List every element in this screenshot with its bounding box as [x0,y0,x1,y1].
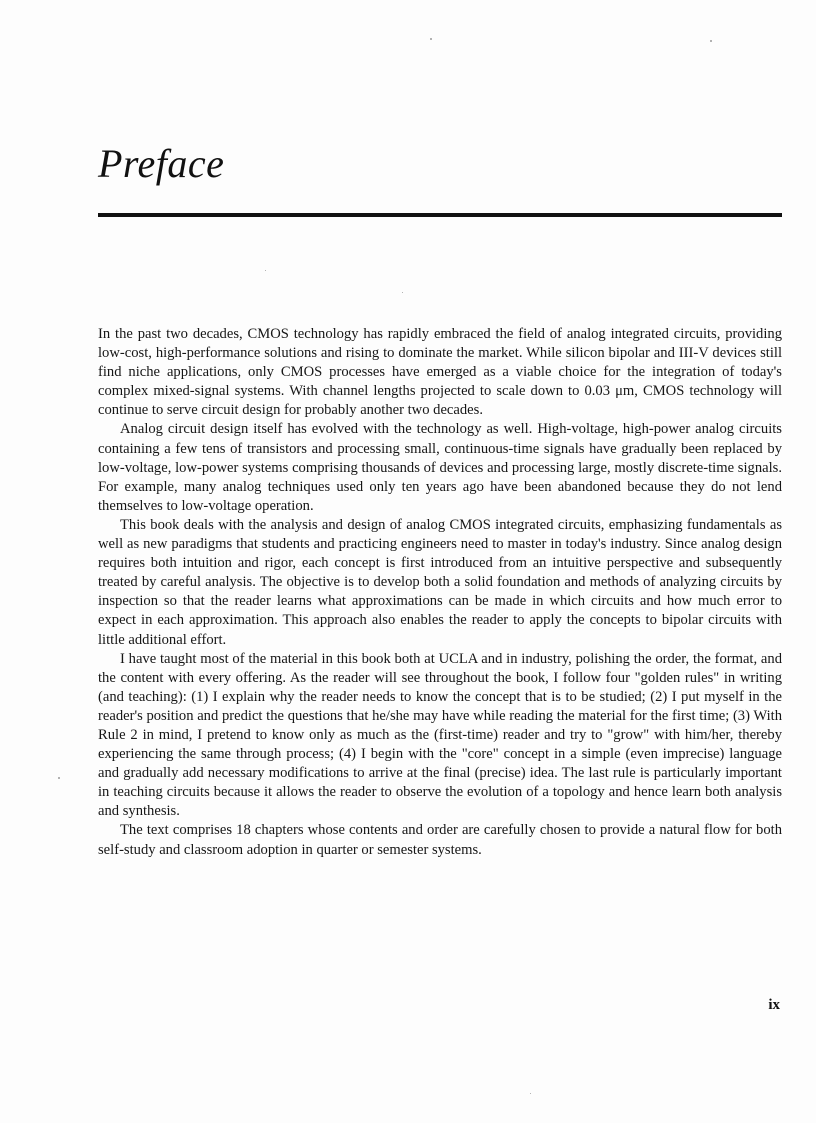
scan-speck [430,38,432,40]
page-number: ix [768,997,780,1013]
paragraph: In the past two decades, CMOS technology has rapidly embraced the field of analog integrated circuits, providing low-cost, high-performance solutions and rising to dominate the market. While silicon bipolar and III-V devices still find niche applications, only CMOS processes have emerged as a viable choice for the integration of today's complex mixed-signal systems. With channel lengths projected to scale down to 0.03 μm, CMOS technology will continue to serve circuit design for probably another two decades. [98,326,782,419]
paragraph: The text comprises 18 chapters whose contents and order are carefully chosen to provide a natural flow for both self-study and classroom adoption in quarter or semester systems. [98,822,782,858]
preface-body [98,325,782,860]
scan-speck [402,292,403,293]
scan-speck [58,777,60,779]
scan-speck [265,270,266,271]
scan-speck [710,40,712,42]
paragraph: I have taught most of the material in this book both at UCLA and in industry, polishing the order, the format, and the content with every offering. As the reader will see throughout the book, I follow four "golden rules" in writing (and teaching): (1) I explain why the reader needs to know the concept that is to be studied; (2) I put myself in the reader's position and predict the questions that he/she may have while reading the material for the first time; (3) With Rule 2 in mind, I pretend to know only as much as the (first-time) reader and try to "grow" with him/her, thereby experiencing the same through process; (4) I begin with the "core" concept in a simple (even imprecise) language and gradually add necessary modifications to arrive at the final (precise) idea. The last rule is particularly important in teaching circuits because it allows the reader to observe the evolution of a topology and hence learn both analysis and synthesis. [98,650,782,820]
scan-speck [530,1093,531,1094]
title-rule [98,213,782,217]
chapter-title: Preface [98,141,225,186]
paragraph: Analog circuit design itself has evolved with the technology as well. High-voltage, high-power analog circuits containing a few tens of transistors and processing small, continuous-time signals have gradually been replaced by low-voltage, low-power systems comprising thousands of devices and processing large, mostly discrete-time signals. For example, many analog techniques used only ten years ago have been abandoned because they do not lend themselves to low-voltage operation. [98,421,782,514]
paragraph: This book deals with the analysis and design of analog CMOS integrated circuits, emphasizing fundamentals as well as new paradigms that students and practicing engineers need to master in today's industry. Since analog design requires both intuition and rigor, each concept is first introduced from an intuitive perspective and subsequently treated by careful analysis. The objective is to develop both a solid foundation and methods of analyzing circuits by inspection so that the reader learns what approximations can be made in which circuits and how much error to expect in each approximation. This approach also enables the reader to apply the concepts to bipolar circuits with little additional effort. [98,516,782,648]
